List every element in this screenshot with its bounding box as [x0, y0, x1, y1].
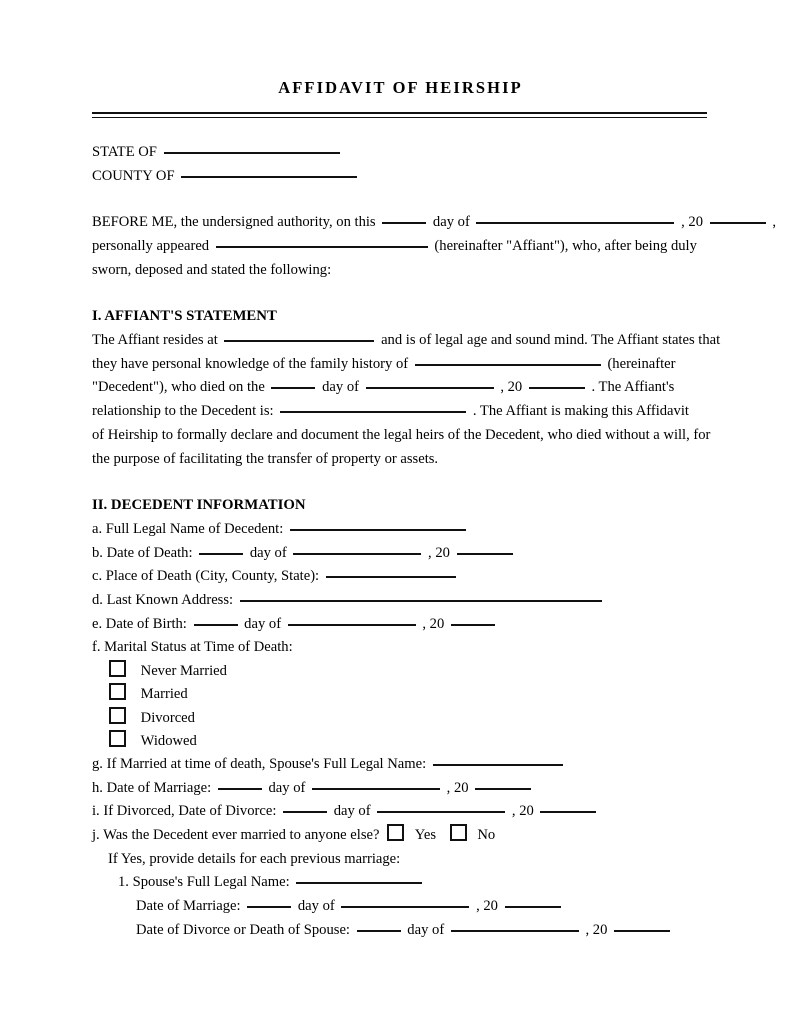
- item-f-marker: f.: [92, 639, 101, 656]
- state-of-label: STATE OF: [92, 143, 157, 160]
- item-j-label: Was the Decedent ever married to anyone else?: [103, 827, 380, 844]
- preamble-line-2: [92, 235, 707, 259]
- affiant-name-blank[interactable]: [216, 246, 428, 248]
- family-history-tail: (hereinafter: [607, 355, 676, 372]
- decedent-name-blank[interactable]: [415, 364, 601, 366]
- item-i-dayof: day of: [333, 803, 371, 820]
- birth-year-blank[interactable]: [451, 624, 495, 626]
- place-of-death-blank[interactable]: [326, 576, 456, 578]
- county-of-row: [92, 165, 707, 189]
- spouse-name-blank[interactable]: [433, 764, 563, 766]
- decedent-item-i: [92, 800, 707, 824]
- marriage-day-blank[interactable]: [218, 788, 262, 790]
- decedent-item-b: [92, 542, 707, 566]
- checkbox-icon[interactable]: [109, 660, 126, 677]
- section-1-line-6: [92, 448, 707, 472]
- marital-option-married[interactable]: [92, 683, 707, 706]
- marriage-1-divorce-year-blank[interactable]: [614, 930, 670, 932]
- marriage-month-blank[interactable]: [312, 788, 440, 790]
- section-1-line-5: [92, 424, 711, 448]
- preamble-line-1: [92, 211, 776, 235]
- divorce-month-blank[interactable]: [377, 811, 505, 813]
- marriage-1-spouse-name-blank[interactable]: [296, 882, 422, 884]
- preamble-text-5: personally appeared: [92, 237, 210, 254]
- if-yes-note: [92, 848, 707, 872]
- preamble-month-blank[interactable]: [476, 222, 674, 224]
- marriage-1-dayof: day of: [297, 898, 335, 915]
- section-1-body: [92, 329, 721, 471]
- item-h-year-prefix: , 20: [446, 779, 469, 796]
- spacer: [92, 471, 707, 494]
- affiant-resides-tail: and is of legal age and sound mind. The Affiant states that: [381, 332, 721, 349]
- decedent-item-f: [92, 636, 707, 660]
- item-b-year-prefix: , 20: [428, 544, 450, 561]
- item-h-dayof: day of: [268, 779, 306, 796]
- item-e-year-prefix: , 20: [422, 615, 445, 632]
- marriage-1-marker: 1.: [118, 874, 129, 891]
- previous-marriage-1-divorce-row: [92, 919, 707, 943]
- preamble-text-7: sworn, deposed and stated the following:: [92, 261, 332, 278]
- item-i-year-prefix: , 20: [511, 803, 534, 820]
- item-f-label: Marital Status at Time of Death:: [104, 639, 293, 656]
- birth-month-blank[interactable]: [288, 624, 416, 626]
- spacer: [92, 282, 707, 305]
- marriage-1-date-label: Date of Marriage:: [136, 898, 241, 915]
- death-year-blank[interactable]: [457, 553, 513, 555]
- relationship-label: relationship to the Decedent is:: [92, 403, 274, 420]
- item-j-no-label: No: [477, 827, 496, 844]
- item-i-label: If Divorced, Date of Divorce:: [103, 803, 277, 820]
- item-c-marker: c.: [92, 568, 103, 585]
- preamble-text-4: ,: [772, 214, 776, 231]
- spacer: [92, 118, 707, 141]
- item-e-marker: e.: [92, 615, 103, 632]
- item-e-dayof: day of: [244, 615, 282, 632]
- decedent-item-c: [92, 565, 707, 589]
- marriage-1-month-blank[interactable]: [341, 906, 469, 908]
- county-of-blank[interactable]: [181, 176, 357, 178]
- section-2-heading: II. DECEDENT INFORMATION: [92, 497, 306, 514]
- decedent-died-year-prefix: , 20: [500, 379, 523, 396]
- divorce-year-blank[interactable]: [540, 811, 596, 813]
- section-1-heading: I. AFFIANT'S STATEMENT: [92, 308, 277, 325]
- marital-option-widowed[interactable]: [92, 730, 707, 753]
- decedent-death-day-blank[interactable]: [271, 387, 315, 389]
- preamble-paragraph: [92, 211, 776, 282]
- marriage-1-divorce-dayof: day of: [407, 921, 445, 938]
- marriage-1-divorce-day-blank[interactable]: [357, 930, 401, 932]
- state-of-row: [92, 141, 707, 165]
- marital-option-never-married[interactable]: [92, 660, 707, 683]
- item-g-label: If Married at time of death, Spouse's Full Legal Name:: [106, 755, 427, 772]
- section-1-line-2: [92, 353, 707, 377]
- preamble-text-2: day of: [432, 214, 470, 231]
- marital-option-divorced[interactable]: [92, 707, 707, 730]
- item-e-label: Date of Birth:: [105, 615, 187, 632]
- preamble-year-blank[interactable]: [710, 222, 766, 224]
- decedent-died-tail: . The Affiant's: [591, 379, 675, 396]
- checkbox-icon[interactable]: [109, 730, 126, 747]
- item-a-marker: a.: [92, 520, 103, 537]
- item-j-marker: j.: [92, 827, 100, 844]
- family-history-label: they have personal knowledge of the family history of: [92, 355, 409, 372]
- marriage-1-name-label: Spouse's Full Legal Name:: [132, 874, 290, 891]
- preamble-text-6: (hereinafter "Affiant"), who, after being duly: [434, 237, 697, 254]
- decedent-item-j: [92, 824, 707, 848]
- decedent-item-g: [92, 753, 707, 777]
- spacer: [92, 188, 707, 211]
- section-1-line-4: [92, 400, 707, 424]
- item-h-label: Date of Marriage:: [106, 779, 212, 796]
- item-b-dayof: day of: [249, 544, 287, 561]
- previous-marriage-1-date-row: [92, 895, 707, 919]
- marriage-1-day-blank[interactable]: [247, 906, 291, 908]
- previous-marriage-1-name-row: [92, 871, 707, 895]
- marriage-year-blank[interactable]: [475, 788, 531, 790]
- decedent-died-label: "Decedent"), who died on the: [92, 379, 265, 396]
- section-1-line-3: [92, 376, 707, 400]
- marriage-1-year-prefix: , 20: [476, 898, 498, 915]
- if-yes-note-label: If Yes, provide details for each previous marriage:: [108, 850, 401, 867]
- full-legal-name-blank[interactable]: [290, 529, 466, 531]
- decedent-died-dayof: day of: [322, 379, 359, 396]
- marriage-1-divorce-year-prefix: , 20: [585, 921, 608, 938]
- item-d-marker: d.: [92, 592, 103, 609]
- marriage-1-divorce-label: Date of Divorce or Death of Spouse:: [136, 921, 350, 938]
- preamble-text-1: BEFORE ME, the undersigned authority, on this: [92, 214, 376, 231]
- item-i-marker: i.: [92, 803, 100, 820]
- checkbox-icon-no[interactable]: [450, 824, 467, 841]
- birth-day-blank[interactable]: [194, 624, 238, 626]
- item-g-marker: g.: [92, 755, 103, 772]
- affiant-resides-label: The Affiant resides at: [92, 332, 218, 349]
- item-h-marker: h.: [92, 779, 103, 796]
- preamble-text-3: , 20: [681, 214, 704, 231]
- decedent-item-e: [92, 613, 707, 637]
- preamble-day-blank[interactable]: [382, 222, 426, 224]
- marriage-1-divorce-month-blank[interactable]: [451, 930, 579, 932]
- decedent-item-d: [92, 589, 707, 613]
- state-of-blank[interactable]: [164, 152, 340, 154]
- preamble-line-3: [92, 259, 707, 283]
- item-j-yes-label: Yes: [414, 827, 437, 844]
- county-of-label: COUNTY OF: [92, 167, 175, 184]
- decedent-death-month-blank[interactable]: [366, 387, 494, 389]
- checkbox-icon[interactable]: [109, 683, 126, 700]
- death-month-blank[interactable]: [293, 553, 421, 555]
- marital-option-label: Never Married: [140, 663, 227, 680]
- decedent-item-a: [92, 518, 707, 542]
- item-c-label: Place of Death (City, County, State):: [105, 568, 320, 585]
- marital-option-label: Divorced: [140, 709, 195, 726]
- section-1-line-1: [92, 329, 721, 353]
- item-b-label: Date of Death:: [106, 544, 193, 561]
- checkbox-icon[interactable]: [109, 707, 126, 724]
- affiant-residence-blank[interactable]: [224, 340, 374, 342]
- decedent-item-h: [92, 777, 707, 801]
- marriage-1-year-blank[interactable]: [505, 906, 561, 908]
- item-d-label: Last Known Address:: [106, 592, 234, 609]
- page-title: AFFIDAVIT OF HEIRSHIP: [278, 78, 523, 97]
- death-day-blank[interactable]: [199, 553, 243, 555]
- decedent-death-year-blank[interactable]: [529, 387, 585, 389]
- item-a-label: Full Legal Name of Decedent:: [105, 520, 284, 537]
- section-1-text-6: the purpose of facilitating the transfer of property or assets.: [92, 450, 439, 467]
- relationship-tail: . The Affiant is making this Affidavit: [472, 403, 689, 420]
- checkbox-icon-yes[interactable]: [387, 824, 404, 841]
- last-known-address-blank[interactable]: [240, 600, 602, 602]
- relationship-blank[interactable]: [280, 411, 466, 413]
- marital-option-label: Married: [140, 686, 188, 703]
- item-b-marker: b.: [92, 544, 103, 561]
- divorce-day-blank[interactable]: [283, 811, 327, 813]
- section-1-text-5: of Heirship to formally declare and document the legal heirs of the Decedent, who died without a will, for: [92, 426, 711, 443]
- marital-option-label: Widowed: [140, 732, 197, 749]
